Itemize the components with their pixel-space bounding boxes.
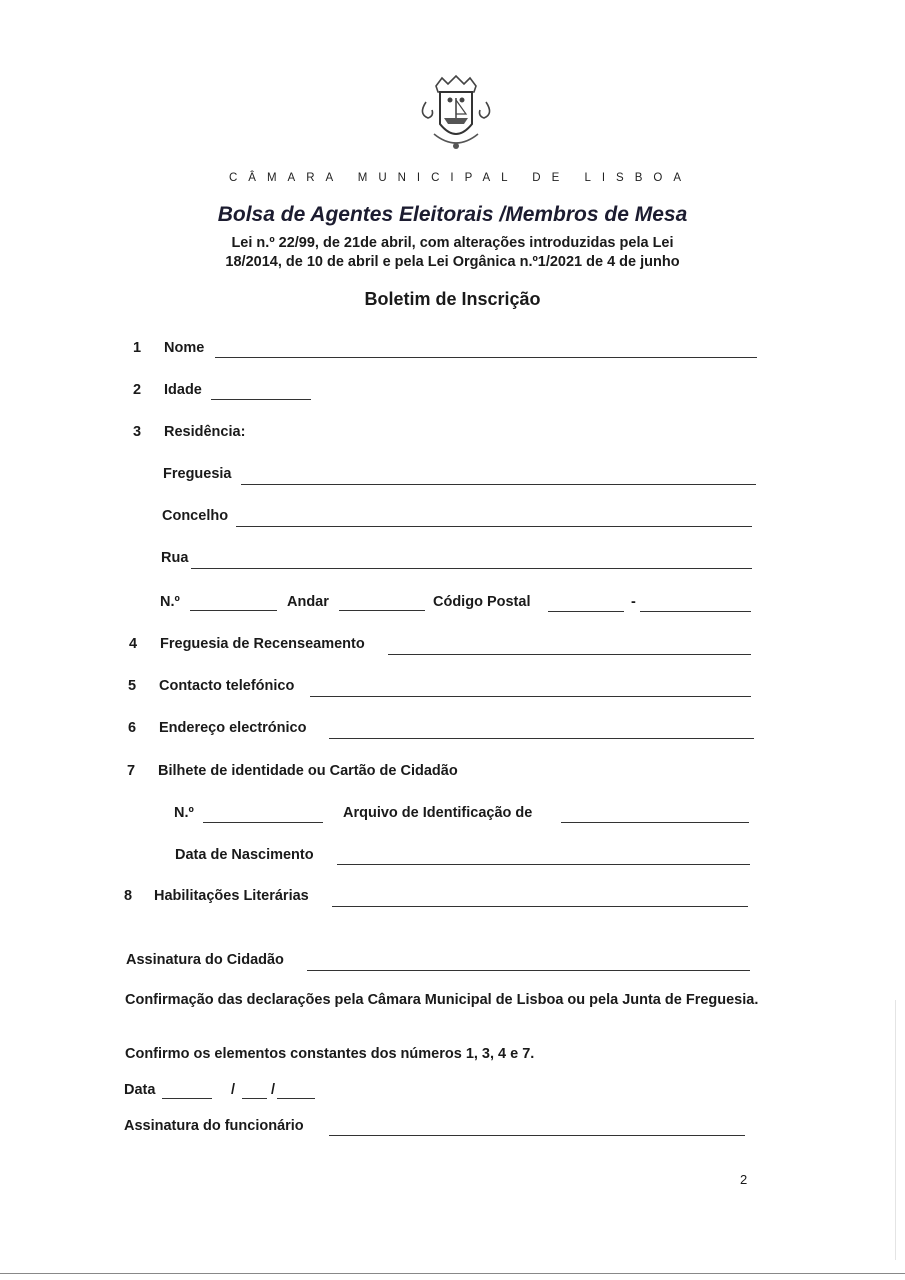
rua-field[interactable]: [191, 568, 752, 569]
confirmacao-text: Confirmação das declarações pela Câmara Municipal de Lisboa ou pela Junta de Freguesia.: [125, 992, 759, 1008]
idade-label: Idade: [164, 382, 202, 398]
nome-field[interactable]: [215, 357, 757, 358]
item-number-6: 6: [128, 720, 137, 736]
numero-label: N.º: [160, 594, 180, 610]
assinatura-cidadao-field[interactable]: [307, 970, 750, 971]
concelho-field[interactable]: [236, 526, 752, 527]
page-number: 2: [740, 1172, 748, 1187]
codigo-postal-field-2[interactable]: [640, 611, 751, 612]
page-bottom-rule: [0, 1273, 905, 1274]
endereco-field[interactable]: [329, 738, 754, 739]
assinatura-cidadao-label: Assinatura do Cidadão: [126, 952, 284, 968]
data-year-field[interactable]: [277, 1098, 315, 1099]
scan-edge: [895, 1000, 896, 1260]
bilhete-label: Bilhete de identidade ou Cartão de Cidadão: [158, 763, 458, 779]
data-day-field[interactable]: [162, 1098, 212, 1099]
arquivo-field[interactable]: [561, 822, 749, 823]
contacto-field[interactable]: [310, 696, 751, 697]
law-reference: [0, 234, 905, 272]
residencia-label: Residência:: [164, 424, 246, 440]
law-line-1: Lei n.º 22/99, de 21de abril, com alterações introduzidas pela Lei: [231, 235, 674, 251]
arquivo-label: Arquivo de Identificação de: [343, 805, 533, 821]
andar-label: Andar: [287, 594, 329, 610]
item-number-7: 7: [127, 763, 136, 779]
codigo-postal-dash: -: [631, 594, 636, 610]
freguesia-recenseamento-field[interactable]: [388, 654, 751, 655]
lisbon-coat-of-arms-icon: [414, 72, 498, 156]
form-title: Bolsa de Agentes Eleitorais /Membros de Mesa: [217, 203, 688, 226]
idade-field[interactable]: [211, 399, 311, 400]
freguesia-field[interactable]: [241, 484, 756, 485]
endereco-label: Endereço electrónico: [159, 720, 307, 736]
confirmo-text: Confirmo os elementos constantes dos números 1, 3, 4 e 7.: [125, 1046, 535, 1062]
bi-numero-field[interactable]: [203, 822, 323, 823]
item-number-2: 2: [133, 382, 142, 398]
date-slash-2: /: [271, 1082, 276, 1098]
item-number-1: 1: [133, 340, 142, 356]
codigo-postal-field-1[interactable]: [548, 611, 624, 612]
habilitacoes-label: Habilitações Literárias: [154, 888, 309, 904]
freguesia-recenseamento-label: Freguesia de Recenseamento: [160, 636, 365, 652]
item-number-4: 4: [129, 636, 138, 652]
codigo-postal-label: Código Postal: [433, 594, 531, 610]
data-month-field[interactable]: [242, 1098, 267, 1099]
assinatura-funcionario-label: Assinatura do funcionário: [124, 1118, 304, 1134]
organization-name: CÂMARA MUNICIPAL DE LISBOA: [228, 172, 692, 184]
habilitacoes-field[interactable]: [332, 906, 748, 907]
data-nascimento-field[interactable]: [337, 864, 750, 865]
andar-field[interactable]: [339, 610, 425, 611]
form-subtitle: Boletim de Inscrição: [364, 289, 541, 309]
assinatura-funcionario-field[interactable]: [329, 1135, 745, 1136]
freguesia-label: Freguesia: [163, 466, 232, 482]
item-number-8: 8: [124, 888, 133, 904]
nome-label: Nome: [164, 340, 205, 356]
numero-field[interactable]: [190, 610, 277, 611]
date-slash-1: /: [231, 1082, 236, 1098]
contacto-label: Contacto telefónico: [159, 678, 295, 694]
bi-numero-label: N.º: [174, 805, 194, 821]
data-label: Data: [124, 1082, 156, 1098]
concelho-label: Concelho: [162, 508, 229, 524]
rua-label: Rua: [161, 550, 189, 566]
law-line-2: 18/2014, de 10 de abril e pela Lei Orgânica n.º1/2021 de 4 de junho: [225, 254, 680, 270]
item-number-5: 5: [128, 678, 137, 694]
item-number-3: 3: [133, 424, 142, 440]
data-nascimento-label: Data de Nascimento: [175, 847, 314, 863]
